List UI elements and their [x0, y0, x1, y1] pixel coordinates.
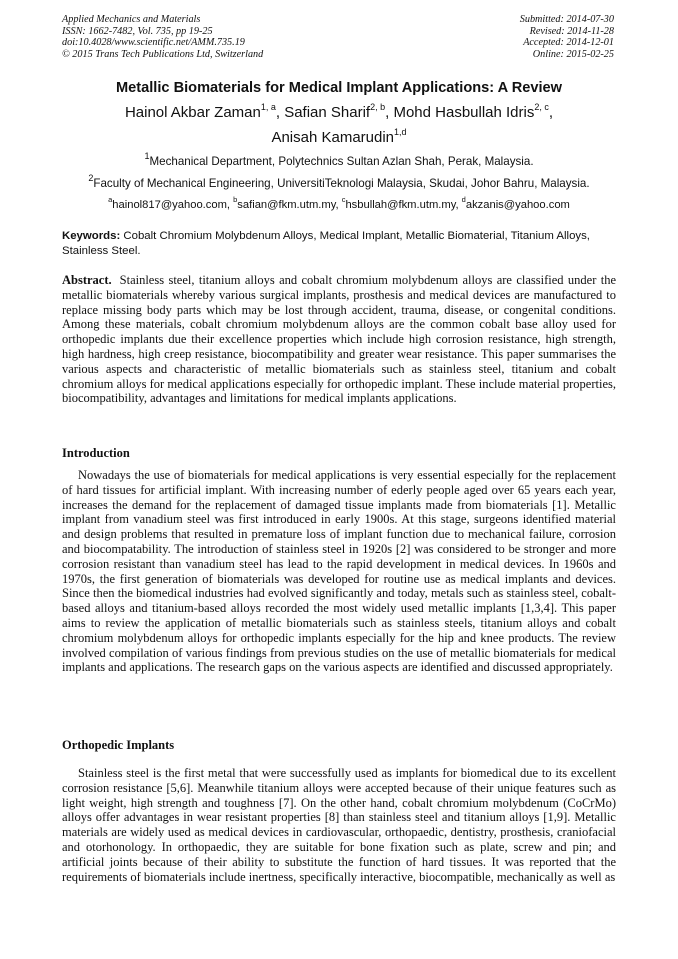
issn-line: ISSN: 1662-7482, Vol. 735, pp 19-25: [62, 25, 213, 37]
email-sup: b: [233, 195, 238, 205]
affiliation-sup: 1: [144, 151, 150, 162]
keywords: [62, 229, 616, 259]
author-line-2: [0, 129, 678, 146]
abstract-paragraph: [62, 273, 616, 406]
paper-title: Metallic Biomaterials for Medical Implant Applications: A Review: [115, 80, 563, 96]
accepted-date: Accepted: 2014-12-01: [523, 37, 614, 49]
author-sup: 2, c: [534, 102, 549, 112]
journal-header-right: [520, 14, 614, 60]
affiliation-1: [0, 151, 678, 168]
author-sup: 1, a: [260, 102, 276, 112]
author-name: Anisah Kamarudin: [271, 129, 395, 146]
affiliation-text: Faculty of Mechanical Engineering, UniversitiTeknologi Malaysia, Skudai, Johor Bahru, Malaysia.: [93, 177, 590, 190]
author-sup: 2, b: [370, 102, 386, 112]
journal-header-left: [62, 14, 263, 60]
author-separator: ,: [548, 104, 554, 121]
affiliation-2: [0, 173, 678, 190]
section-heading-orthopedic-implants: Orthopedic Implants: [62, 738, 175, 752]
keywords-text: Cobalt Chromium Molybdenum Alloys, Medical Implant, Metallic Biomaterial, Titanium Alloys, Stainless Steel.: [62, 230, 590, 257]
affiliation-sup: 2: [88, 173, 94, 184]
email-sup: c: [341, 195, 346, 205]
author-line-1: [0, 104, 678, 121]
keywords-label: Keywords:: [62, 230, 121, 242]
email-text: hsbullah@fkm.utm.my,: [345, 199, 462, 211]
revised-date: Revised: 2014-11-28: [529, 25, 614, 37]
online-date: Online: 2015-02-25: [532, 48, 614, 60]
orthopedic-paragraph: Stainless steel is the first metal that were successfully used as implants for biomedical due to its excellent corrosion resistance [5,6]. Meanwhile titanium alloys were accepted because of their unique features such as light weight, high strength and toughness [7]. On the other hand, cobalt chromium molybdenum (CoCrMo) alloys offer advantages in wear resistant properties [8] than stainless steel and titanium alloys [1,9]. Metallic materials are widely used as medical devices in cardiovascular, orthopaedic, dentistry, prosthesis, craniofacial and otorhonology. In orthopaedic, they are suitable for bone fixation such as plate, screw and pin; and artificial joints because of their ability to substitute the function of hard tissues. It was reported that the requirements of biomaterials include inertness, specifically interactive, biocompatible, mechanically as well as: [62, 766, 616, 884]
author-name: Mohd Hasbullah Idris: [393, 104, 535, 121]
abstract-text: Stainless steel, titanium alloys and cobalt chromium molybdenum alloys are classified under the metallic biomaterials whereby various surgical implants, prosthesis and medical devices are manufactured to replace missing body parts which may be lost through accident, trauma, disease, or congenital conditions. Among these materials, cobalt chromium molybdenum alloys are the common cobalt base alloy used for orthopedic implants due their excellence properties which include high corrosion resistance, high strength, high hardness, high creep resistance, biocompatibility and greater wear resistance. This paper summarises the various aspects and characteristic of metallic biomaterials such as stainless steel, titanium and cobalt chromium alloys for medical applications especially for orthopedic implant. These include material properties, biocompatibility, advantages and limitations for medical implants applications.: [62, 273, 616, 406]
email-sup: a: [108, 195, 113, 205]
journal-name: Applied Mechanics and Materials: [62, 14, 201, 25]
email-sup: d: [461, 195, 466, 205]
author-separator: ,: [385, 104, 394, 121]
section-heading-introduction: Introduction: [62, 446, 130, 460]
author-separator: ,: [275, 104, 285, 121]
author-emails: [0, 195, 678, 211]
email-text: hainol817@yahoo.com,: [112, 199, 234, 211]
introduction-paragraph: Nowadays the use of biomaterials for medical applications is very essential especially for the replacement of hard tissues for artificial implant. With increasing number of ederly people aged over 65 years each year, increases the demand for the replacement of damaged tissue implants made from biomaterials [1]. Metallic implant from vanadium steel was first introduced in early 1900s. At this stage, surgeons identified material and design problems that resulted in premature loss of implant function due to mechanical failure, corrosion and biocompatability. The introduction of stainless steel in 1920s [2] was considered to be stronger and more corrosion resistant than vanadium steel has lead to the rapid development in medical devices. In 1960s and 1970s, the first generation of biomaterials was developed for routine use as medical implants and devices. Since then the biomedical industries had evolved significantly and today, metals such as stainless steel, cobalt-based alloys and titanium-based alloys recorded the most widely used metallic implants [1,3,4]. This paper aims to review the application of metallic biomaterials such as stainless steels, titanium alloys and cobalt chromium molybdenum alloys for orthopedic implants especially for the hip and knee products. The review involved compilation of various findings from previous studies on the use of metallic biomaterials for medical implants and applications. The research gaps on the various aspects are identified and discussed appropriately.: [62, 468, 616, 675]
email-text: akzanis@yahoo.com: [465, 199, 570, 211]
affiliation-text: Mechanical Department, Polytechnics Sultan Azlan Shah, Perak, Malaysia.: [149, 155, 534, 168]
author-name: Hainol Akbar Zaman: [124, 104, 261, 121]
abstract-label: Abstract.: [62, 273, 112, 287]
submitted-date: Submitted: 2014-07-30: [519, 14, 614, 25]
email-text: safian@fkm.utm.my,: [237, 199, 342, 211]
copyright-line: © 2015 Trans Tech Publications Ltd, Switzerland: [62, 48, 264, 60]
author-sup: 1,d: [394, 127, 407, 137]
doi-line: doi:10.4028/www.scientific.net/AMM.735.19: [62, 37, 245, 49]
author-name: Safian Sharif: [284, 104, 371, 121]
